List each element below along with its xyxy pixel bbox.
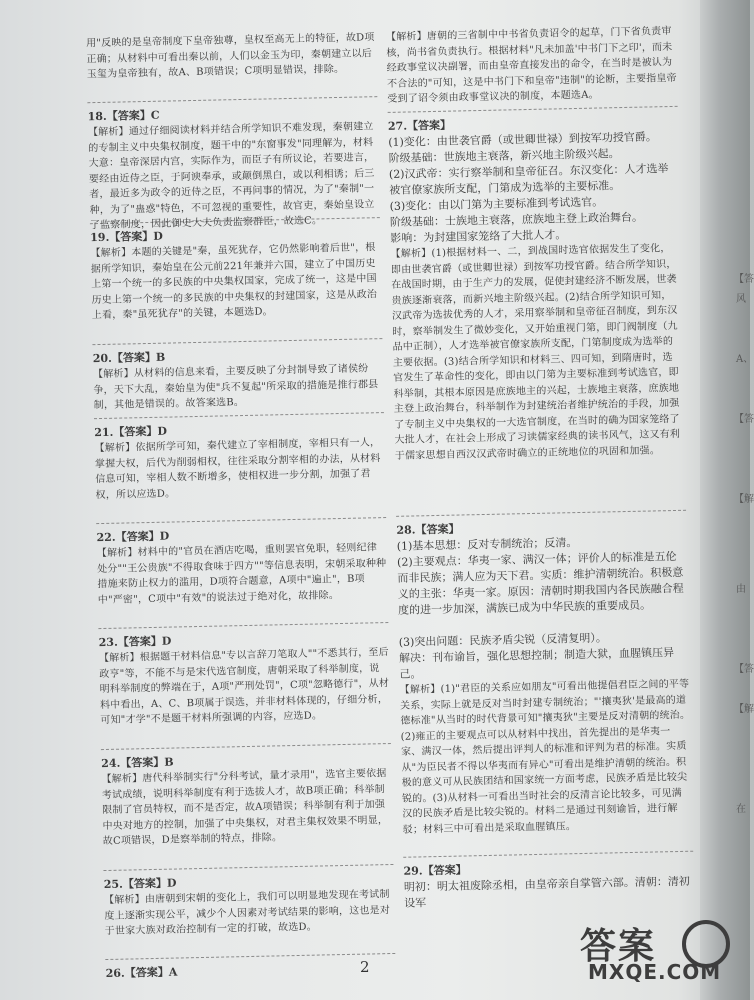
edge-text: 风 [736,294,746,305]
analysis-text: 【解析】唐代科举制实行"分科考试，量才录用"，选官主要依据考试成绩，说明科举制度有利于选拔人才，故B项正确；科举制限制了官员特权，而不是否定，故A项错误；科举制有利于加强中央对地方的控制，加强了中央集权，对君主集权效果不明显，故C项错误，D是察举制的特点，排除。 [101,768,389,848]
edge-text: 由 [736,584,746,595]
question-22 [96,524,388,624]
analysis-text: 【解析】材料中的"官员在酒店吃喝，重则罢官免职，轻则纪律处分""王公贵族"不得取食味于四方""等信息表明，宋朝采取种种措施来防止权力的滥用，D项符合题意，A项中"遍止"，B项中"严密"，C项中"有效"的说法过于绝对化，故排除。 [96,542,387,606]
answer-label: 29.【答案】 [403,863,467,878]
watermark-top-text: 答案 [580,926,657,967]
answer-label: 27.【答案】 [387,118,452,133]
question-29 [403,858,694,910]
answer-label: 19.【答案】D [90,229,164,245]
page-number: 2 [360,958,370,976]
answer-line: 明初：明太祖废除丞相，由皇帝亲自掌管六部。清朝：清初设军 [403,874,690,910]
answer-line: (2)汉武帝：实行察举制和皇帝征召。东汉变化：人才选举被官僚家族所支配，门第成为选举的主要标准。 [388,162,669,197]
left-column [86,30,396,982]
answer-label: 24.【答案】B [101,755,174,771]
question-28 [396,517,693,853]
answer-line: (1)变化：由世袭官爵（或世卿世禄）到按军功授官爵。 [388,130,657,149]
analysis-text: 【解析】本题的关键是"秦，虽死犹存，它仍然影响着后世"，根据所学知识，秦始皇在公元前221年兼并六国，建立了中国历史上第一个统一的多民族的中央集权国家，完成了统一，这是中国历史上第一个统一的多民族的中央集权的封建国家，这是从政治上看，秦"虽死犹存"的关键，本题选D。 [90,242,378,322]
answer-line: (1)基本思想：反对专制统治；反清。 [396,536,578,553]
answer-line: 阶级基础：士族地主衰落，庶族地主登上政治舞台。 [389,210,644,229]
answer-line: (3)变化：由以门第为主要标准到考试选官。 [389,195,604,213]
analysis-text: 【解析】通过仔细阅读材料并结合所学知识不难发现，秦朝建立的专制主义中央集权制度，题干中的"东窗事发"同理解为，材料大意：皇帝深居内宫，实际作为，而臣子有所议论，若要进言，要经由近侍之臣，于阿谀奉承，或颠倒黑白，或以利相诱；后三者，最近多为政令的近侍之臣，不再问事的情况，为了"秦制"一种，为了"蛊惑"特色，不可忽视的重要性，故官吏，秦始皇设立了监察制度，因此御史大夫负责监察群臣，故选C。 [87,121,375,232]
left-top-fragment: 用"反映的是皇帝制度下皇帝独尊，皇权至高无上的特征，故D项正确；从材料中可看出秦以前，人们以金玉为印，秦朝建立以后玉玺为皇帝独有，故A、B项错误；C项明显错误，排除。 [86,32,375,81]
question-24 [101,750,393,866]
analysis-text: 【解析】从材料的信息来看，主要反映了分封制导致了诸侯纷争，天下大乱，秦始皇为使"兵不复起"所采取的措施是推行郡县制，其他是错误的。故答案选B。 [92,363,379,412]
edge-text: 【答 [734,664,754,675]
analysis-text: 【解析】根据题干材料信息"专以言辞刀笔取人""不悉其行，至后政亨"等，不能不与是宋代选官制度，唐朝采取了科举制度，说明科举制度的弊端在于，A项"严刑处罚"，C项"忽略德行"，从材料中看出，A、C、B项属于误选，并非材料体现的，仔细分析，可知"才学"不是题干材料所强调的内容，应选D。 [98,647,390,727]
question-26 [105,960,395,982]
watermark-logo [580,918,730,988]
answer-label: 28.【答案】 [396,522,460,537]
answer-line: 影响：为封建国家笼络了大批人才。 [390,228,567,245]
question-25 [104,871,396,955]
edge-text: 【解 [734,494,754,505]
edge-text: 【答 [734,274,754,285]
analysis-text: 【解析】由唐朝到宋朝的变化上，我们可以明显地发现在考试制度上逐渐实现公平，减少个人因素对考试结果的影响，这也是对于世家大族对政治控制有一定的打破，故选D。 [103,889,391,938]
answer-label: 26.【答案】A [105,965,178,981]
question-21 [94,419,386,519]
answer-page [86,24,691,998]
question-27 [388,113,686,512]
edge-text: 在 [736,804,746,815]
adjacent-page-edge [700,0,754,1000]
right-column [385,24,694,910]
answer-label: 21.【答案】D [94,424,168,440]
answer-label: 25.【答案】D [103,876,177,892]
edge-text: 【答 [734,414,754,425]
answer-label: 20.【答案】B [92,350,166,366]
analysis-text: 【解析】(1)"君臣的关系应如朋友"可看出他提倡君臣之间的平等关系，实际上就是反对当时封建专制统治；"'攘夷狄'是最高的道德标准"从当时的时代背景可知"攘夷狄"主要是反对清朝的统治。(2)雍正的主要观点可以从材料中找出，首先提出的是华夷一家、满汉一体，然后提出评判人的标准和评判为君的标准。实质从"为臣民者不得以华夷而有异心"可看出是维护清朝的统治。积极的意义可从民族团结和国家统一方面考虑，民族矛盾是比较尖锐的。(3)从材料一可看出当时社会的反清言论比较多，可见满汉的民族矛盾是比较尖锐的。材料二是通过刊刻谕旨，进行解驳；材料三中可看出是采取血腥镇压。 [399,678,691,836]
answer-label: 18.【答案】C [87,108,160,124]
answer-line: (3)突出问题：民族矛盾尖锐（反清复明）。 [398,631,607,649]
question-20 [93,345,384,414]
edge-text: 【解 [734,704,754,715]
watermark-bottom-text: MXQE.COM [588,960,722,984]
answer-label: 22.【答案】D [96,529,170,545]
answer-label: 23.【答案】D [98,634,172,650]
question-18 [87,103,380,232]
answer-line: 阶级基础：世族地主衰落，新兴地主阶级兴起。 [388,147,620,165]
answer-line: (2)主要观点：华夷一家、满汉一体；评价人的标准是五伦而非民族；满人应为天下君。实质：维护清朝统治。积极意义的主张：华夷一家。原因：清朝时期我国内各民族融合程度的进一步加深，满族已成为中华民族的重要成员。 [396,549,684,617]
edge-text: A、 [736,354,754,365]
right-top-fragment: 【解析】唐朝的三省制中中书省负责诏令的起草，门下省负责审核，尚书省负责执行。根据材料"凡未加盖'中书门下之印'，而未经政事堂议决副署，而由皇帝直接发出的命令，在当时是被认为不合法的"可知，这是中书门下和皇帝"违制"的论断，主要指皇帝受到了诏令须由政事堂议决的制度，本题选A。 [385,25,677,105]
question-23 [99,629,391,745]
analysis-text: 【解析】依据所学可知，秦代建立了宰相制度，宰相只有一人，掌握大权，后代为削弱相权，往往采取分割宰相的办法，从材料信息可知，宰相人数不断增多，使相权进一步分割，加强了君权，所以应选D。 [94,437,381,501]
question-19 [90,224,382,340]
answer-line: 解决：刊布谕旨，强化思想控制；制造大狱，血腥镇压异己。 [398,646,675,681]
analysis-text: 【解析】(1)根据材料一、二，到战国时选官依据发生了变化，即由世袭官爵（或世卿世禄）到按军功授官爵。结合所学知识，在战国时期，由于生产力的发展，促使封建经济不断发展，世袭贵族逐渐衰落，而新兴地主阶级兴起。(2)结合所学知识可知，汉武帝为选拔优秀的人才，采用察举制和皇帝征召制度，到东汉时，察举制发生了微妙变化，又开始重视门第，即门阀制度（九品中正制），人才选举被官僚家族所支配，门第制度成为选举的主要依据。(3)结合所学知识和材料三、四可知，到隋唐时，选官发生了革命性的变化，即由以门第为主要标准到考试选官，即科举制，其根本原因是庶族地主的兴起，士族地主衰落，庶族地主登上政治舞台，科举制作为封建统治者维护统治的手段，加强了专制主义中央集权的一大选官制度，在当时的确为国家笼络了大批人才，在社会上形成了习读儒家经典的读书风气，这又有利于儒家思想自西汉汉武帝时确立的正统地位的巩固和加强。 [390,243,681,462]
